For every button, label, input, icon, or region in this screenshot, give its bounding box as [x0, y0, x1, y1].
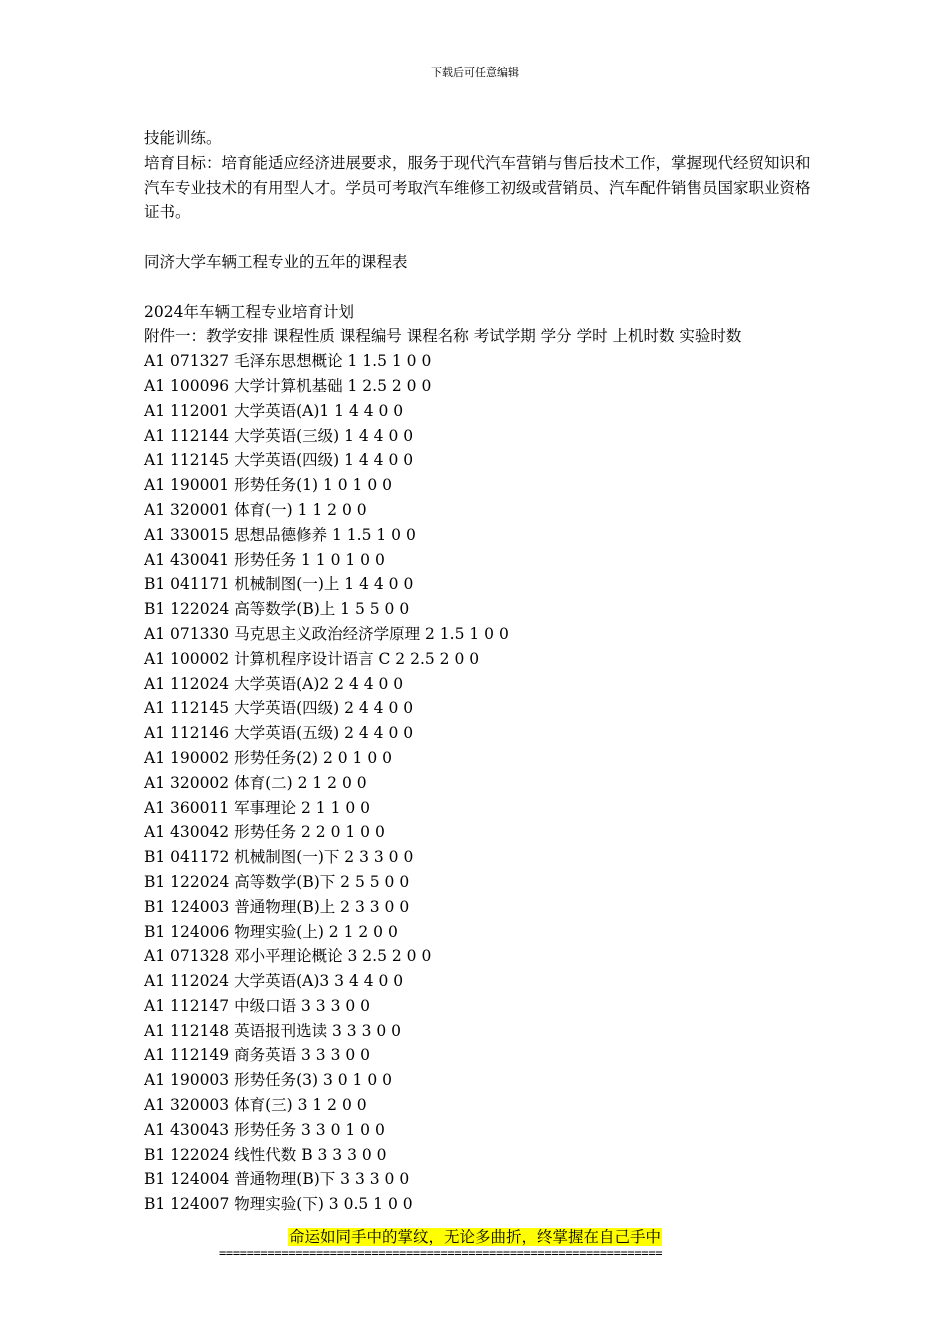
course-row: B1 041172 机械制图(一)下 2 3 3 0 0 — [144, 848, 414, 867]
footer-rule: ================================================================ — [219, 1246, 663, 1260]
intro-line: 技能训练。 — [144, 129, 222, 147]
section-title: 同济大学车辆工程专业的五年的课程表 — [144, 252, 408, 271]
course-row: A1 112024 大学英语(A)3 3 4 4 0 0 — [144, 972, 404, 991]
course-row: A1 112147 中级口语 3 3 3 0 0 — [144, 996, 371, 1015]
course-row: A1 112024 大学英语(A)2 2 4 4 0 0 — [144, 674, 404, 693]
course-row: A1 320002 体育(二) 2 1 2 0 0 — [144, 773, 367, 792]
blank-line — [144, 225, 812, 250]
course-row: B1 124003 普通物理(B)上 2 3 3 0 0 — [144, 897, 410, 916]
training-goal-paragraph: 培育目标：培育能适应经济进展要求，服务于现代汽车营销与售后技术工作，掌握现代经贸知识和汽车专业技术的有用型人才。学员可考取汽车维修工初级或营销员、汽车配件销售员国家职业资格证书。 — [144, 153, 811, 222]
course-row: A1 112149 商务英语 3 3 3 0 0 — [144, 1046, 371, 1065]
course-row: B1 124007 物理实验(下) 3 0.5 1 0 0 — [144, 1195, 413, 1214]
course-row: B1 122024 线性代数 B 3 3 3 0 0 — [144, 1145, 387, 1164]
course-row: A1 071328 邓小平理论概论 3 2.5 2 0 0 — [144, 947, 432, 966]
course-row: A1 330015 思想品德修养 1 1.5 1 0 0 — [144, 525, 416, 544]
course-row: A1 430042 形势任务 2 2 0 1 0 0 — [144, 823, 385, 842]
footer-motto — [0, 1227, 950, 1247]
course-list — [144, 349, 812, 1217]
footer-motto-text: 命运如同手中的掌纹，无论多曲折，终掌握在自己手中 — [288, 1228, 661, 1246]
course-row: A1 112145 大学英语(四级) 2 4 4 0 0 — [144, 699, 414, 718]
course-row: A1 360011 军事理论 2 1 1 0 0 — [144, 798, 371, 817]
course-row: A1 320001 体育(一) 1 1 2 0 0 — [144, 500, 367, 519]
page-header: 下载后可任意编辑 — [431, 66, 519, 79]
course-row: A1 430043 形势任务 3 3 0 1 0 0 — [144, 1120, 385, 1139]
course-row: A1 112148 英语报刊选读 3 3 3 0 0 — [144, 1021, 402, 1040]
course-row: A1 100096 大学计算机基础 1 2.5 2 0 0 — [144, 376, 432, 395]
course-row: A1 320003 体育(三) 3 1 2 0 0 — [144, 1096, 367, 1115]
course-row: A1 112145 大学英语(四级) 1 4 4 0 0 — [144, 451, 414, 470]
column-headers-line: 附件一：教学安排 课程性质 课程编号 课程名称 考试学期 学分 学时 上机时数 实验时数 — [144, 327, 742, 346]
blank-line — [144, 275, 812, 300]
course-row: B1 041171 机械制图(一)上 1 4 4 0 0 — [144, 575, 414, 594]
course-row: B1 124006 物理实验(上) 2 1 2 0 0 — [144, 922, 398, 941]
course-row: A1 112146 大学英语(五级) 2 4 4 0 0 — [144, 724, 414, 743]
course-row: A1 100002 计算机程序设计语言 C 2 2.5 2 0 0 — [144, 649, 480, 668]
course-row: A1 071327 毛泽东思想概论 1 1.5 1 0 0 — [144, 352, 432, 371]
course-row: A1 190001 形势任务(1) 1 0 1 0 0 — [144, 476, 392, 495]
course-row: A1 190003 形势任务(3) 3 0 1 0 0 — [144, 1071, 392, 1090]
course-row: A1 112144 大学英语(三级) 1 4 4 0 0 — [144, 426, 414, 445]
course-row: B1 122024 高等数学(B)下 2 5 5 0 0 — [144, 872, 410, 891]
course-row: B1 122024 高等数学(B)上 1 5 5 0 0 — [144, 600, 410, 619]
plan-title: 2024年车辆工程专业培育计划 — [144, 302, 354, 321]
course-row: B1 124004 普通物理(B)下 3 3 3 0 0 — [144, 1170, 410, 1189]
course-row: A1 112001 大学英语(A)1 1 4 4 0 0 — [144, 401, 404, 420]
course-row: A1 190002 形势任务(2) 2 0 1 0 0 — [144, 748, 392, 767]
course-row: A1 071330 马克思主义政治经济学原理 2 1.5 1 0 0 — [144, 624, 509, 643]
course-row: A1 430041 形势任务 1 1 0 1 0 0 — [144, 550, 385, 569]
document-body — [144, 126, 812, 1217]
